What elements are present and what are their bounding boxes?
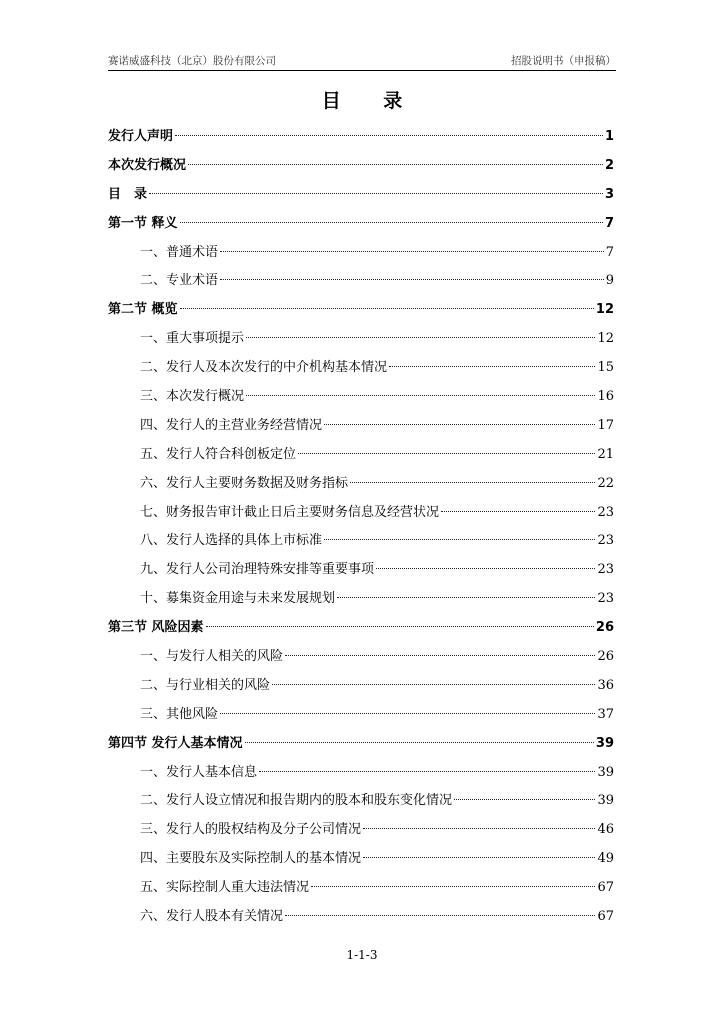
toc-entry[interactable] <box>108 325 614 354</box>
toc-entry[interactable] <box>108 354 614 383</box>
toc-leader-dots <box>285 915 595 916</box>
toc-entry[interactable] <box>108 845 614 874</box>
toc-entry-label: 第三节 风险因素 <box>108 620 204 636</box>
toc-entry-page: 3 <box>604 186 614 202</box>
toc-entry-label: 二、发行人设立情况和报告期内的股本和股东变化情况 <box>140 793 453 809</box>
toc-entry-page: 39 <box>597 793 614 809</box>
toc-entry-page: 23 <box>597 591 614 607</box>
toc-leader-dots <box>220 251 604 252</box>
toc-leader-dots <box>259 771 595 772</box>
toc-entry-page: 49 <box>597 851 614 867</box>
toc-entry[interactable] <box>108 267 614 296</box>
toc-entry-label: 三、本次发行概况 <box>140 389 245 405</box>
toc-leader-dots <box>324 539 595 540</box>
toc-entry-page: 23 <box>597 533 614 549</box>
toc-entry-page: 26 <box>597 649 614 665</box>
toc-leader-dots <box>363 857 595 858</box>
toc-entry-label: 二、发行人及本次发行的中介机构基本情况 <box>140 360 388 376</box>
toc-entry-label: 第一节 释义 <box>108 215 178 231</box>
toc-entry-label: 四、发行人的主营业务经营情况 <box>140 417 323 433</box>
toc-entry-label: 一、与发行人相关的风险 <box>140 649 284 665</box>
toc-leader-dots <box>220 713 595 714</box>
table-of-contents <box>108 123 614 932</box>
toc-entry-page: 7 <box>604 215 614 231</box>
toc-leader-dots <box>245 742 594 743</box>
toc-entry[interactable] <box>108 614 614 643</box>
toc-entry[interactable] <box>108 296 614 325</box>
toc-entry-page: 9 <box>605 273 614 289</box>
toc-entry-page: 12 <box>595 302 614 318</box>
toc-entry-label: 第四节 发行人基本情况 <box>108 735 243 751</box>
toc-leader-dots <box>272 684 595 685</box>
toc-leader-dots <box>311 886 595 887</box>
toc-entry-label: 六、发行人股本有关情况 <box>140 909 284 925</box>
toc-entry[interactable] <box>108 816 614 845</box>
page-title: 目 录 <box>321 90 421 112</box>
toc-entry-page: 39 <box>597 764 614 780</box>
toc-entry[interactable] <box>108 527 614 556</box>
toc-entry-page: 7 <box>605 244 614 260</box>
toc-entry[interactable] <box>108 412 614 441</box>
toc-entry-label: 目 录 <box>108 186 148 202</box>
toc-entry-label: 二、与行业相关的风险 <box>140 677 271 693</box>
toc-leader-dots <box>180 222 603 223</box>
toc-entry-page: 67 <box>597 909 614 925</box>
toc-leader-dots <box>350 482 595 483</box>
toc-entry-label: 二、专业术语 <box>140 273 219 289</box>
toc-leader-dots <box>206 626 594 627</box>
toc-leader-dots <box>188 164 603 165</box>
toc-entry[interactable] <box>108 239 614 268</box>
toc-entry-label: 本次发行概况 <box>108 157 187 173</box>
toc-entry[interactable] <box>108 759 614 788</box>
toc-entry-label: 三、其他风险 <box>140 706 219 722</box>
toc-leader-dots <box>363 828 595 829</box>
toc-leader-dots <box>149 193 603 194</box>
toc-leader-dots <box>180 308 594 309</box>
toc-leader-dots <box>389 366 595 367</box>
toc-entry[interactable] <box>108 441 614 470</box>
toc-entry[interactable] <box>108 701 614 730</box>
toc-entry[interactable] <box>108 585 614 614</box>
toc-leader-dots <box>285 655 595 656</box>
toc-entry[interactable] <box>108 152 614 181</box>
toc-entry[interactable] <box>108 123 614 152</box>
toc-entry-label: 第二节 概览 <box>108 302 178 318</box>
toc-entry[interactable] <box>108 210 614 239</box>
toc-leader-dots <box>298 453 595 454</box>
toc-entry[interactable] <box>108 787 614 816</box>
toc-entry[interactable] <box>108 499 614 528</box>
page-header <box>108 50 616 71</box>
toc-entry[interactable] <box>108 730 614 759</box>
toc-entry[interactable] <box>108 874 614 903</box>
toc-entry-label: 发行人声明 <box>108 129 174 144</box>
toc-leader-dots <box>376 568 595 569</box>
toc-entry-page: 16 <box>597 389 614 405</box>
toc-entry-page: 67 <box>597 880 614 896</box>
toc-entry-page: 17 <box>597 417 614 433</box>
toc-entry-label: 一、发行人基本信息 <box>140 764 258 780</box>
toc-entry-page: 23 <box>597 504 614 520</box>
toc-leader-dots <box>454 799 595 800</box>
toc-entry-label: 十、募集资金用途与未来发展规划 <box>140 591 336 607</box>
toc-entry-label: 九、发行人公司治理特殊安排等重要事项 <box>140 562 375 578</box>
toc-entry-label: 五、实际控制人重大违法情况 <box>140 880 310 896</box>
toc-entry-page: 26 <box>595 620 614 636</box>
toc-entry[interactable] <box>108 903 614 932</box>
toc-entry-label: 五、发行人符合科创板定位 <box>140 446 297 462</box>
toc-entry-page: 1 <box>604 129 614 144</box>
toc-entry-label: 三、发行人的股权结构及分子公司情况 <box>140 822 362 838</box>
toc-entry-page: 39 <box>595 735 614 751</box>
toc-entry[interactable] <box>108 383 614 412</box>
toc-entry-page: 46 <box>597 822 614 838</box>
toc-entry[interactable] <box>108 643 614 672</box>
toc-entry[interactable] <box>108 181 614 210</box>
toc-entry[interactable] <box>108 672 614 701</box>
toc-entry-label: 四、主要股东及实际控制人的基本情况 <box>140 851 362 867</box>
toc-entry-page: 36 <box>597 677 614 693</box>
toc-leader-dots <box>246 337 595 338</box>
toc-entry-page: 2 <box>604 157 614 173</box>
toc-entry-label: 一、普通术语 <box>140 244 219 260</box>
toc-leader-dots <box>441 511 595 512</box>
toc-leader-dots <box>337 597 595 598</box>
toc-entry-page: 23 <box>597 562 614 578</box>
toc-leader-dots <box>220 279 604 280</box>
toc-entry-label: 六、发行人主要财务数据及财务指标 <box>140 475 349 491</box>
header-company: 赛诺威盛科技（北京）股份有限公司 <box>108 55 276 67</box>
toc-entry-page: 21 <box>597 446 614 462</box>
toc-entry-label: 七、财务报告审计截止日后主要财务信息及经营状况 <box>140 504 440 520</box>
toc-entry-page: 12 <box>597 331 614 347</box>
toc-entry-label: 一、重大事项提示 <box>140 331 245 347</box>
toc-entry-page: 22 <box>597 475 614 491</box>
toc-entry-page: 37 <box>597 706 614 722</box>
page-number: 1-1-3 <box>346 948 378 962</box>
toc-entry-label: 八、发行人选择的具体上市标准 <box>140 533 323 549</box>
toc-entry[interactable] <box>108 470 614 499</box>
toc-leader-dots <box>246 395 595 396</box>
toc-entry-page: 15 <box>597 360 614 376</box>
toc-leader-dots <box>324 424 595 425</box>
header-doc-title: 招股说明书（申报稿） <box>511 55 616 67</box>
toc-leader-dots <box>175 135 603 136</box>
toc-entry[interactable] <box>108 556 614 585</box>
